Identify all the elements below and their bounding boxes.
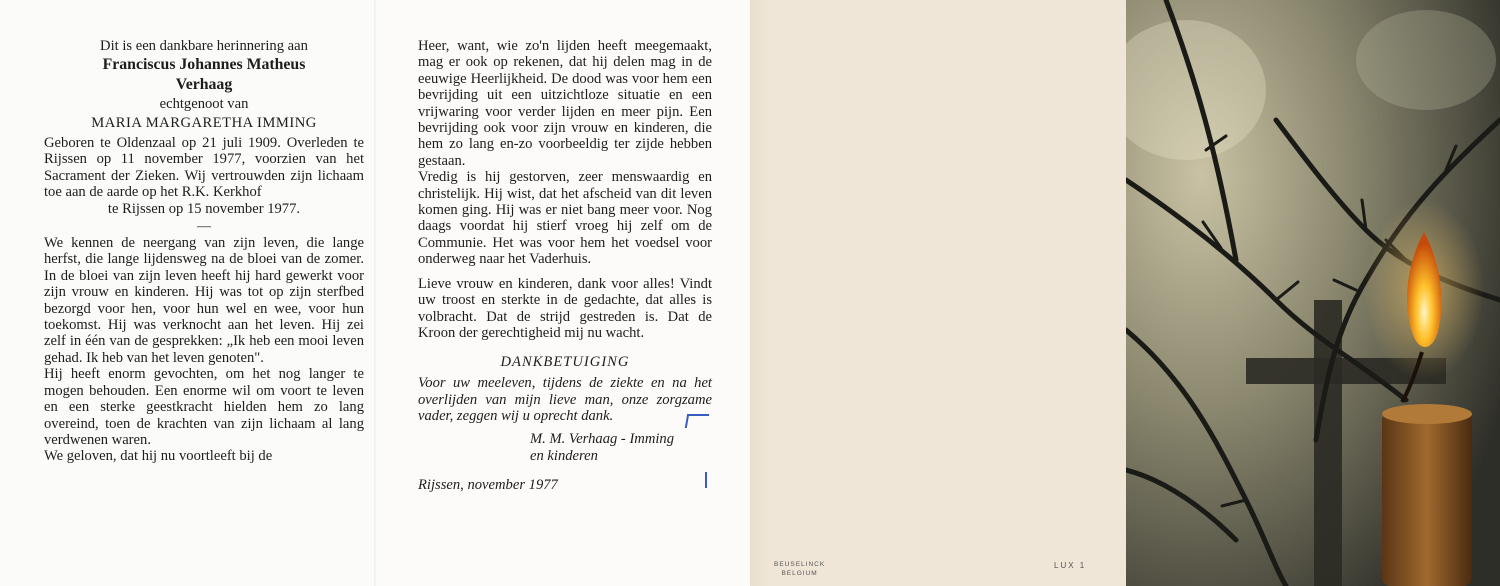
series-mark: LUX 1 bbox=[1054, 561, 1087, 570]
continuation-paragraph-1: Heer, want, wie zo'n lijden heeft meegemaakt, mag er ook op rekenen, dat hij delen mag in de eeuwige Heerlijkheid. De dood was voor hem een bevrijding uit een uitzichtloze situatie en een vrijwaring voor verder lijden en meer pijn. Een bevrijding ook voor zijn vrouw en kinderen, die hem zo lang en-zo voorbeeldig ter zijde hebben gestaan. bbox=[418, 38, 712, 169]
memorial-paragraph-3: We geloven, dat hij nu voortleeft bij de bbox=[44, 448, 273, 465]
thanks-heading: DANKBETUIGING bbox=[500, 354, 630, 371]
farewell-paragraph: Lieve vrouw en kinderen, dank voor alles! Vindt uw troost en sterkte in de gedachte, dat alles is volbracht. Dat de strijd gestreden is. Dat de Kroon der gerechtigheid mij nu wacht. bbox=[418, 275, 712, 341]
deceased-name-line2: Verhaag bbox=[175, 76, 233, 93]
signature-line-1: M. M. Verhaag - Imming bbox=[530, 430, 675, 447]
cover-photo bbox=[1126, 0, 1500, 586]
printer-country: BELGIUM bbox=[781, 570, 818, 577]
candle-top bbox=[1382, 404, 1472, 424]
pen-correction-mark-2 bbox=[705, 472, 707, 488]
signature-line-2: en kinderen bbox=[530, 447, 598, 464]
blank-back-page bbox=[750, 0, 1126, 586]
pen-correction-mark bbox=[685, 414, 709, 428]
right-text-column bbox=[418, 38, 712, 493]
bio-last-line: te Rijssen op 15 november 1977. bbox=[107, 200, 301, 217]
spouse-name: MARIA MARGARETHA IMMING bbox=[91, 115, 317, 131]
section-divider: — bbox=[197, 219, 211, 235]
page-edge-shadow bbox=[750, 0, 770, 586]
bio-paragraph: Geboren te Oldenzaal op 21 juli 1909. Overleden te Rijssen op 11 november 1977, voorzien van het Sacrament der Zieken. Wij vertrouwden zijn lichaam toe aan de aarde op het R.K. Kerkhof bbox=[44, 135, 364, 201]
place-date: Rijssen, november 1977 bbox=[418, 476, 558, 493]
left-text-column bbox=[44, 38, 364, 465]
spouse-label: echtgenoot van bbox=[159, 96, 249, 112]
light-bokeh-2 bbox=[1356, 10, 1496, 110]
deceased-name-line1: Franciscus Johannes Matheus bbox=[102, 56, 306, 73]
thanks-text: Voor uw meeleven, tijdens de ziekte en na het overlijden van mijn lieve man, onze zorgzame vader, zeggen wij u oprecht dank. bbox=[418, 375, 712, 425]
printer-mark bbox=[774, 560, 825, 578]
intro-line: Dit is een dankbare herinnering aan bbox=[100, 38, 308, 54]
memorial-paragraph-1: We kennen de neergang van zijn leven, die lange herfst, die lange lijdensweg na de bloei van de zomer. In de bloei van zijn leven heeft hij hard gewerkt voor zijn vrouw en kinderen. Hij was tot op zijn sterfbed bezorgd voor hen, voor hun wel en wee, voor hun toekomst. Hij was verknocht aan het leven. Hij zei zelf in één van de gesprekken: „Ik heb een mooi leven gehad. Ik heb van het leven genoten". bbox=[44, 235, 364, 366]
candle-body bbox=[1382, 412, 1472, 586]
memorial-paragraph-2: Hij heeft enorm gevochten, om het nog langer te mogen behouden. Een enorme wil om voort te leven en een sterke geestkracht hielden hem zo lang overeind, toen de krachten van zijn lichaam al lang verdwenen waren. bbox=[44, 366, 364, 448]
candle-cross-thorns-image bbox=[1126, 0, 1500, 586]
continuation-paragraph-2: Vredig is hij gestorven, zeer menswaardig en christelijk. Hij wist, dat het afscheid van dit leven komen ging. Hij was er niet bang meer voor. Nog daags voordat hij stierf vroeg hij zelf om de Communie. Het was voor hem het voedsel voor onderweg naar het Vaderhuis. bbox=[418, 169, 712, 268]
printer-name: BEUSELINCK bbox=[774, 561, 826, 568]
